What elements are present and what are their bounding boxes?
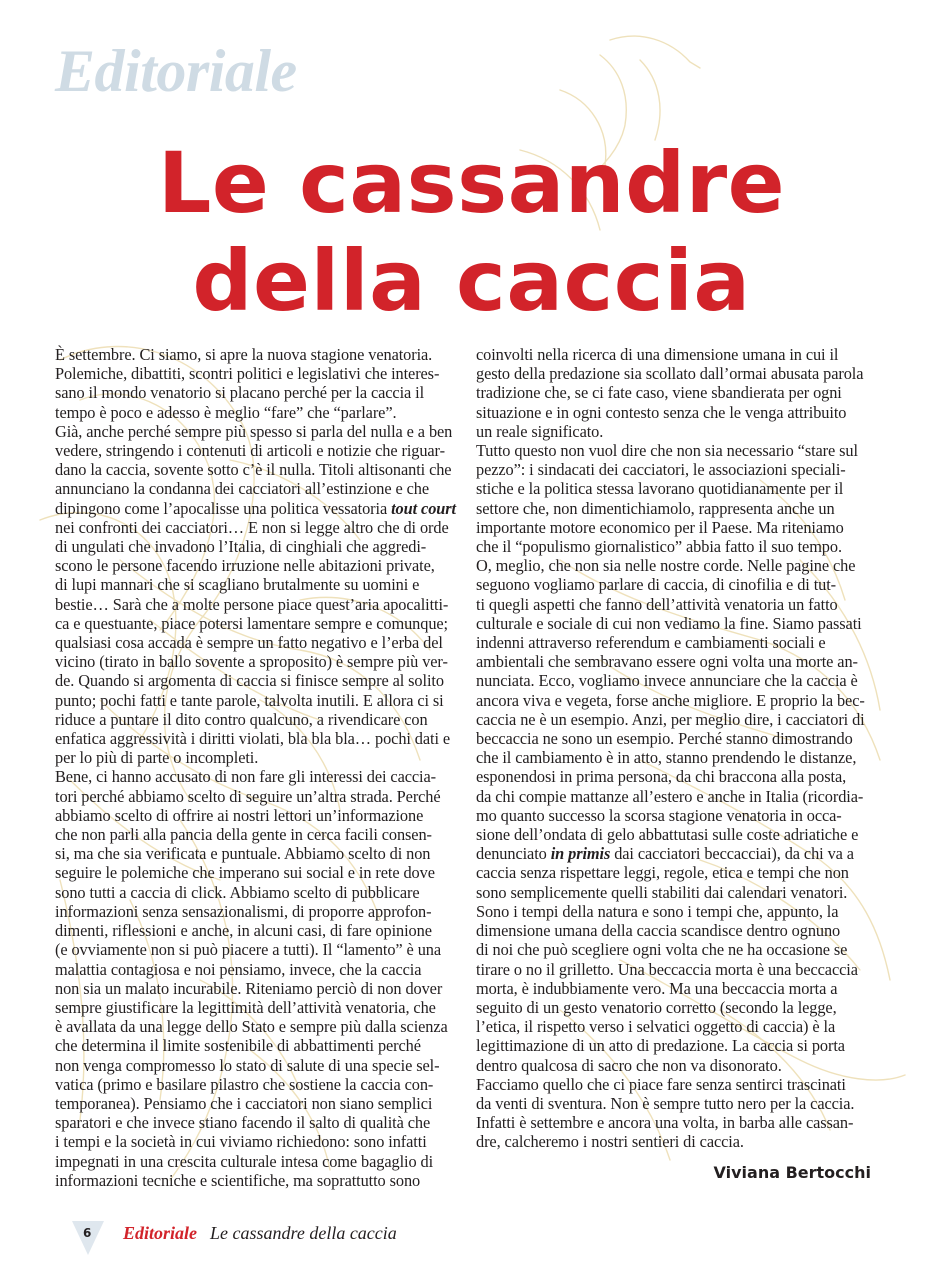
article-text-line: impegnati in una crescita culturale intesa come bagaglio di	[55, 1151, 434, 1171]
article-text-line: seguire le polemiche che imperano sui social e in rete dove	[55, 863, 435, 883]
article-text-line: importante motore economico per il Paese. Ma riteniamo	[476, 517, 844, 537]
article-paragraph	[476, 441, 906, 1075]
article-text-line: l’etica, il rispetto verso i selvatici oggetto di caccia) è la	[476, 1017, 836, 1037]
article-text-line: vicino (tirato in ballo sovente a sproposito) è sempre più ver-	[55, 652, 448, 672]
article-text-line: pezzo”: i sindacati dei cacciatori, le associazioni speciali-	[476, 460, 846, 480]
article-text-line: tirare o no il grilletto. Una beccaccia morta è una beccaccia	[476, 959, 858, 979]
article-text-line: un reale significato.	[476, 421, 604, 441]
article-text-line: legittimazione di un atto di predazione. La caccia si porta	[476, 1036, 845, 1056]
article-text-line: ca e questuante, piace potersi lamentare sempre e comunque;	[55, 613, 448, 633]
article-text-line: si, ma che sia verificata e puntuale. Abbiamo scelto di non	[55, 844, 431, 864]
article-text-line: punto; pochi fatti e tante parole, talvolta inutili. E allora ci si	[55, 690, 444, 710]
article-text-line: O, meglio, che non sia nelle nostre corde. Nelle pagine che	[476, 556, 856, 576]
article-text-line: dentro qualcosa di sacro che non va disonorato.	[476, 1055, 782, 1075]
article-text-line: i tempi e la società in cui viviamo richiedono: sono infatti	[55, 1132, 427, 1152]
article-paragraph	[476, 345, 906, 441]
headline-line-2: della caccia	[192, 232, 751, 330]
article-text-line: mo quanto successo la scorsa stagione venatoria in occa-	[476, 805, 842, 825]
article-text-line: dimensione umana della caccia scandisce dentro ognuno	[476, 921, 841, 941]
article-text-line: sione dell’ondata di gelo abbattutasi sulle coste adriatiche e	[476, 825, 859, 845]
article-text-line: tempo è poco e adesso è meglio “fare” che “parlare”.	[55, 402, 397, 422]
article-text-line: informazioni tecniche e scientifiche, ma soprattutto sono	[55, 1170, 421, 1190]
article-text-line: sparatori e che invece stiano facendo il salto di qualità che	[55, 1113, 431, 1133]
article-text-line: che determina il limite sostenibile di abbattimenti perché	[55, 1036, 421, 1056]
article-text-line: stiche e la politica stessa lavorano quotidianamente per il	[476, 479, 844, 499]
article-text-line: seguito di un gesto venatorio corretto (secondo la legge,	[476, 997, 837, 1017]
emphasis: in primis	[550, 844, 611, 864]
headline-line-1: Le cassandre	[157, 134, 786, 232]
article-text-line: informazioni senza sensazionalismi, di proporre approfon-	[55, 901, 432, 921]
page-number: 6	[83, 1226, 92, 1240]
footer-section-label: Editoriale	[123, 1223, 198, 1243]
article-text-line: da venti di sventura. Non è sempre tutto nero per la caccia.	[476, 1093, 855, 1113]
article-paragraph	[476, 1075, 906, 1152]
article-text-line: enfatica aggressività i diritti violati, bla bla bla… pochi dati e	[55, 729, 451, 749]
article-text-line: di ungulati che invadono l’Italia, di cinghiali che aggredi-	[55, 537, 427, 557]
article-text-line: sano il mondo venatorio si placano perché per la caccia il	[55, 383, 425, 403]
article-text-line: vatica (primo e basilare pilastro che sostiene la caccia con-	[55, 1074, 434, 1094]
article-text-line: da chi compie mattanze all’estero e anche in Italia (ricordia-	[476, 786, 864, 806]
article-text-line: Già, anche perché sempre più spesso si parla del nulla e a ben	[55, 421, 453, 441]
article-text-line: Infatti è settembre e ancora una volta, in barba alle cassan-	[476, 1113, 854, 1133]
article-text-line: beccaccia ne sono un esempio. Perché stanno dimostrando	[476, 729, 853, 749]
article-paragraph	[55, 422, 475, 768]
article-text-line: settore che, non dimentichiamolo, rappresenta anche un	[476, 498, 835, 518]
article-text-line: ambientali che sembravano essere ogni volta una morte an-	[476, 652, 858, 672]
article-column-left	[55, 345, 475, 1190]
article-text-line: riduce a puntare il dito contro qualcuno, a rivendicare con	[55, 709, 428, 729]
article-text-line: dipingono come l’apocalisse una politica vessatoria tout court	[55, 498, 456, 518]
article-text-line: situazione e in ogni contesto senza che le venga attribuito	[476, 402, 847, 422]
article-text-line: dre, calcheremo i nostri sentieri di caccia.	[476, 1132, 744, 1152]
article-text-line: sempre giustificare la legittimità dell’attività venatoria, che	[55, 997, 436, 1017]
article-text-line: malattia contagiosa e noi pensiamo, invece, che la caccia	[55, 959, 422, 979]
article-text-line: sono tutti a caccia di click. Abbiamo scelto di pubblicare	[55, 882, 420, 902]
article-text-line: Sono i tempi della natura e sono i tempi che, appunto, la	[476, 901, 839, 921]
headline	[0, 134, 943, 330]
author-name: Viviana Bertocchi	[713, 1163, 871, 1182]
article-text-line: Tutto questo non vuol dire che non sia necessario “stare sul	[476, 441, 858, 461]
article-text-line: per lo più di parte o incompleti.	[55, 748, 259, 768]
article-text-line: tori perché abbiamo scelto di seguire un’altra strada. Perché	[55, 786, 441, 806]
article-text-line: (e ovviamente non si può piacere a tutti). Il “lamento” è una	[55, 940, 441, 960]
article-text-line: gesto della predazione sia scollato dall’ormai abusata parola	[476, 364, 864, 384]
footer-article-title: Le cassandre della caccia	[210, 1223, 397, 1243]
article-text-line: temporanea). Pensiamo che i cacciatori non siano semplici	[55, 1093, 433, 1113]
emphasis: tout court	[391, 498, 456, 518]
article-text-line: nei confronti dei cacciatori… E non si legge altro che di orde	[55, 517, 449, 537]
article-text-line: è avallata da una legge dello Stato e sempre più dalla scienza	[55, 1017, 448, 1037]
article-text-line: qualsiasi cosa accada è sempre un fatto negativo e l’erba del	[55, 633, 443, 653]
article-text-line: vedere, stringendo i contenuti di articoli e notizie che riguar-	[55, 441, 445, 461]
article-text-line: non sia un malato incurabile. Riteniamo perciò di non dover	[55, 978, 443, 998]
article-text-line: esponendosi in prima persona, da chi braccona alla posta,	[476, 767, 847, 787]
article-text-line: scono le persone facendo irruzione nelle abitazioni private,	[55, 556, 435, 576]
article-text-line: seguono vogliamo parlare di caccia, di cinofilia e di tut-	[476, 575, 836, 595]
article-text-line: de. Quando si argomenta di caccia si finisce sempre al solito	[55, 671, 444, 691]
article-text-line: che non parli alla pancia della gente in cerca facili consen-	[55, 825, 432, 845]
article-text-line: abbiamo scelto di offrire ai nostri lettori un’informazione	[55, 805, 424, 825]
article-text-line: che il “populismo giornalistico” abbia fatto il suo tempo.	[476, 537, 842, 557]
article-text-line: nunciata. Ecco, vogliamo invece annunciare che la caccia è	[476, 671, 858, 691]
article-text-line: sono semplicemente quelli stabiliti dai calendari venatori.	[476, 882, 848, 902]
article-text-line: di noi che può scegliere ogni volta che ne ha occasione se	[476, 940, 848, 960]
article-text-line: bestie… Sarà che a molte persone piace quest’aria apocalitti-	[55, 594, 449, 614]
article-paragraph	[55, 345, 475, 422]
article-text-line: Polemiche, dibattiti, scontri politici e legislativi che interes-	[55, 364, 440, 384]
article-text-line: dimenti, riflessioni e anche, in alcuni casi, di fare opinione	[55, 921, 432, 941]
article-text-line: denunciato in primis dai cacciatori beccacciai), da chi va a	[476, 844, 854, 864]
article-text-line: morta, è indubbiamente vero. Ma una beccaccia morta a	[476, 978, 838, 998]
article-text-line: tradizione che, se ci fate caso, viene sbandierata per ogni	[476, 383, 842, 403]
article-text-line: culturale e sociale di cui non vediamo la fine. Siamo passati	[476, 613, 862, 633]
article-text-line: ti quegli aspetti che fanno dell’attività venatoria un fatto	[476, 594, 838, 614]
article-text-line: che il cambiamento è in atto, stanno prendendo le distanze,	[476, 748, 857, 768]
article-text-line: Facciamo quello che ci piace fare senza sentirci trascinati	[476, 1074, 846, 1094]
article-text-line: annunciano la condanna dei cacciatori all’estinzione e che	[55, 479, 430, 499]
article-text-line: di lupi mannari che si scagliano brutalmente su uomini e	[55, 575, 420, 595]
article-text-line: È settembre. Ci siamo, si apre la nuova stagione venatoria.	[55, 345, 433, 364]
article-text-line: caccia ne è un esempio. Anzi, per meglio dire, i cacciatori di	[476, 709, 865, 729]
section-label: Editoriale	[55, 38, 297, 104]
article-text-line: coinvolti nella ricerca di una dimensione umana in cui il	[476, 345, 839, 364]
article-text-line: non venga compromesso lo stato di salute di una specie sel-	[55, 1055, 440, 1075]
page-footer	[70, 1217, 490, 1257]
article-text-line: Bene, ci hanno accusato di non fare gli interessi dei caccia-	[55, 767, 436, 787]
article-text-line: dano la caccia, sovente sotto c’è il nulla. Titoli altisonanti che	[55, 460, 452, 480]
article-text-line: caccia senza rispettare leggi, regole, etica e tempi che non	[476, 863, 849, 883]
article-text-line: ancora viva e vegeta, forse anche migliore. E proprio la bec-	[476, 690, 865, 710]
article-text-line: indenni attraverso referendum e cambiamenti sociali e	[476, 633, 826, 653]
article-column-right	[476, 345, 906, 1152]
article-paragraph	[55, 767, 475, 1189]
